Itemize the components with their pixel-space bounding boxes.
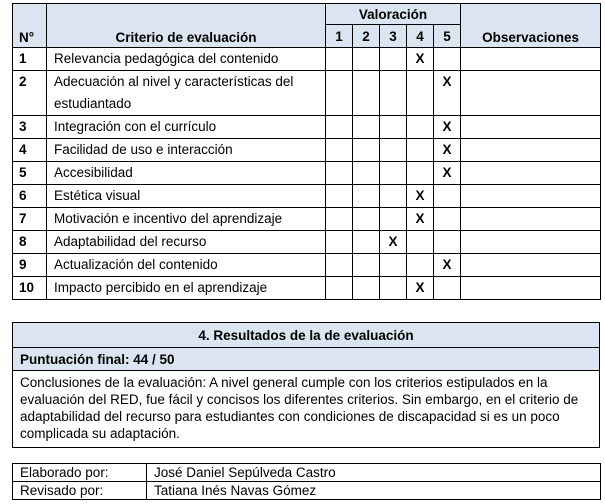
- criterion-number: 5: [13, 162, 47, 185]
- rating-cell-1: [326, 71, 353, 116]
- rating-cell-2: [353, 71, 380, 116]
- rating-cell-1: [326, 139, 353, 162]
- rating-mark: X: [434, 139, 461, 162]
- observation-cell: [461, 116, 601, 139]
- observation-cell: [461, 139, 601, 162]
- evaluation-body: [13, 48, 601, 300]
- table-row: [13, 208, 601, 231]
- criterion-label: Estética visual: [47, 185, 326, 208]
- scale-3: 3: [380, 25, 407, 48]
- table-row: [13, 116, 601, 139]
- results-table: [12, 322, 600, 448]
- header-number: N°: [13, 4, 47, 48]
- rating-cell-2: [353, 254, 380, 277]
- observation-cell: [461, 162, 601, 185]
- table-row: [13, 139, 601, 162]
- criterion-number: 8: [13, 231, 47, 254]
- criterion-number: 2: [13, 71, 47, 116]
- rating-cell-2: [353, 48, 380, 71]
- criterion-label: Adecuación al nivel y características del estudiantado: [47, 71, 326, 116]
- rating-cell-2: [353, 139, 380, 162]
- observation-cell: [461, 277, 601, 300]
- scale-5: 5: [434, 25, 461, 48]
- rating-cell-5: [434, 231, 461, 254]
- criterion-label: Actualización del contenido: [47, 254, 326, 277]
- rating-cell-4: [407, 116, 434, 139]
- criterion-label: Motivación e incentivo del aprendizaje: [47, 208, 326, 231]
- rating-mark: X: [407, 277, 434, 300]
- rating-cell-3: [380, 116, 407, 139]
- rating-cell-3: [380, 48, 407, 71]
- observation-cell: [461, 71, 601, 116]
- observation-cell: [461, 185, 601, 208]
- criterion-number: 1: [13, 48, 47, 71]
- rating-cell-2: [353, 162, 380, 185]
- rating-cell-3: [380, 185, 407, 208]
- rating-mark: X: [407, 208, 434, 231]
- rating-cell-3: [380, 139, 407, 162]
- rating-cell-4: [407, 139, 434, 162]
- table-row: [13, 48, 601, 71]
- rating-mark: X: [434, 116, 461, 139]
- rating-cell-1: [326, 162, 353, 185]
- rating-mark: X: [434, 254, 461, 277]
- rating-cell-2: [353, 116, 380, 139]
- observation-cell: [461, 254, 601, 277]
- observation-cell: [461, 231, 601, 254]
- rating-cell-5: [434, 185, 461, 208]
- criterion-label: Facilidad de uso e interacción: [47, 139, 326, 162]
- elaborated-name: José Daniel Sepúlveda Castro: [147, 464, 601, 482]
- rating-cell-1: [326, 277, 353, 300]
- criterion-label: Integración con el currículo: [47, 116, 326, 139]
- header-rating: Valoración: [326, 4, 461, 25]
- rating-cell-1: [326, 116, 353, 139]
- rating-mark: X: [380, 231, 407, 254]
- rating-cell-1: [326, 208, 353, 231]
- observation-cell: [461, 48, 601, 71]
- rating-cell-4: [407, 231, 434, 254]
- rating-cell-5: [434, 277, 461, 300]
- rating-cell-1: [326, 254, 353, 277]
- final-score: Puntuación final: 44 / 50: [13, 348, 600, 371]
- scale-4: 4: [407, 25, 434, 48]
- rating-cell-3: [380, 277, 407, 300]
- reviewed-name: Tatiana Inés Navas Gómez: [147, 482, 601, 500]
- table-row: [13, 162, 601, 185]
- rating-cell-2: [353, 208, 380, 231]
- rating-cell-1: [326, 185, 353, 208]
- rating-cell-4: [407, 162, 434, 185]
- table-row: [13, 185, 601, 208]
- observation-cell: [461, 208, 601, 231]
- evaluation-table: [12, 3, 601, 300]
- table-row: [13, 277, 601, 300]
- signature-table: [12, 463, 601, 500]
- elaborated-label: Elaborado por:: [13, 464, 147, 482]
- criterion-number: 9: [13, 254, 47, 277]
- conclusions-text: Conclusiones de la evaluación: A nivel general cumple con los criterios estipulados en la evaluación del RED, fue fácil y concisos los diferentes criterios. Sin embargo, en el criterio de adaptabilidad del recurso para estudiantes con condiciones de discapacidad si es un poco complicada su adaptación.: [13, 371, 600, 448]
- rating-mark: X: [407, 185, 434, 208]
- rating-cell-3: [380, 208, 407, 231]
- criterion-number: 3: [13, 116, 47, 139]
- header-criterion: Criterio de evaluación: [47, 4, 326, 48]
- criterion-number: 4: [13, 139, 47, 162]
- rating-cell-2: [353, 277, 380, 300]
- rating-cell-3: [380, 71, 407, 116]
- header-row-top: [13, 4, 601, 25]
- criterion-number: 7: [13, 208, 47, 231]
- criterion-label: Adaptabilidad del recurso: [47, 231, 326, 254]
- rating-cell-4: [407, 254, 434, 277]
- criterion-number: 10: [13, 277, 47, 300]
- rating-cell-5: [434, 208, 461, 231]
- rating-cell-1: [326, 231, 353, 254]
- criterion-number: 6: [13, 185, 47, 208]
- rating-cell-4: [407, 71, 434, 116]
- table-row: [13, 71, 601, 116]
- signature-row-elaborated: [13, 464, 601, 482]
- criterion-label: Impacto percibido en el aprendizaje: [47, 277, 326, 300]
- signature-row-reviewed: [13, 482, 601, 500]
- rating-cell-2: [353, 231, 380, 254]
- rating-mark: X: [407, 48, 434, 71]
- rating-cell-3: [380, 254, 407, 277]
- results-section-title: 4. Resultados de la de evaluación: [13, 323, 600, 348]
- table-row: [13, 231, 601, 254]
- rating-cell-5: [434, 48, 461, 71]
- rating-mark: X: [434, 71, 461, 116]
- scale-1: 1: [326, 25, 353, 48]
- reviewed-label: Revisado por:: [13, 482, 147, 500]
- criterion-label: Accesibilidad: [47, 162, 326, 185]
- rating-cell-2: [353, 185, 380, 208]
- scale-2: 2: [353, 25, 380, 48]
- rating-cell-3: [380, 162, 407, 185]
- rating-mark: X: [434, 162, 461, 185]
- header-observations: Observaciones: [461, 4, 601, 48]
- table-row: [13, 254, 601, 277]
- criterion-label: Relevancia pedagógica del contenido: [47, 48, 326, 71]
- rating-cell-1: [326, 48, 353, 71]
